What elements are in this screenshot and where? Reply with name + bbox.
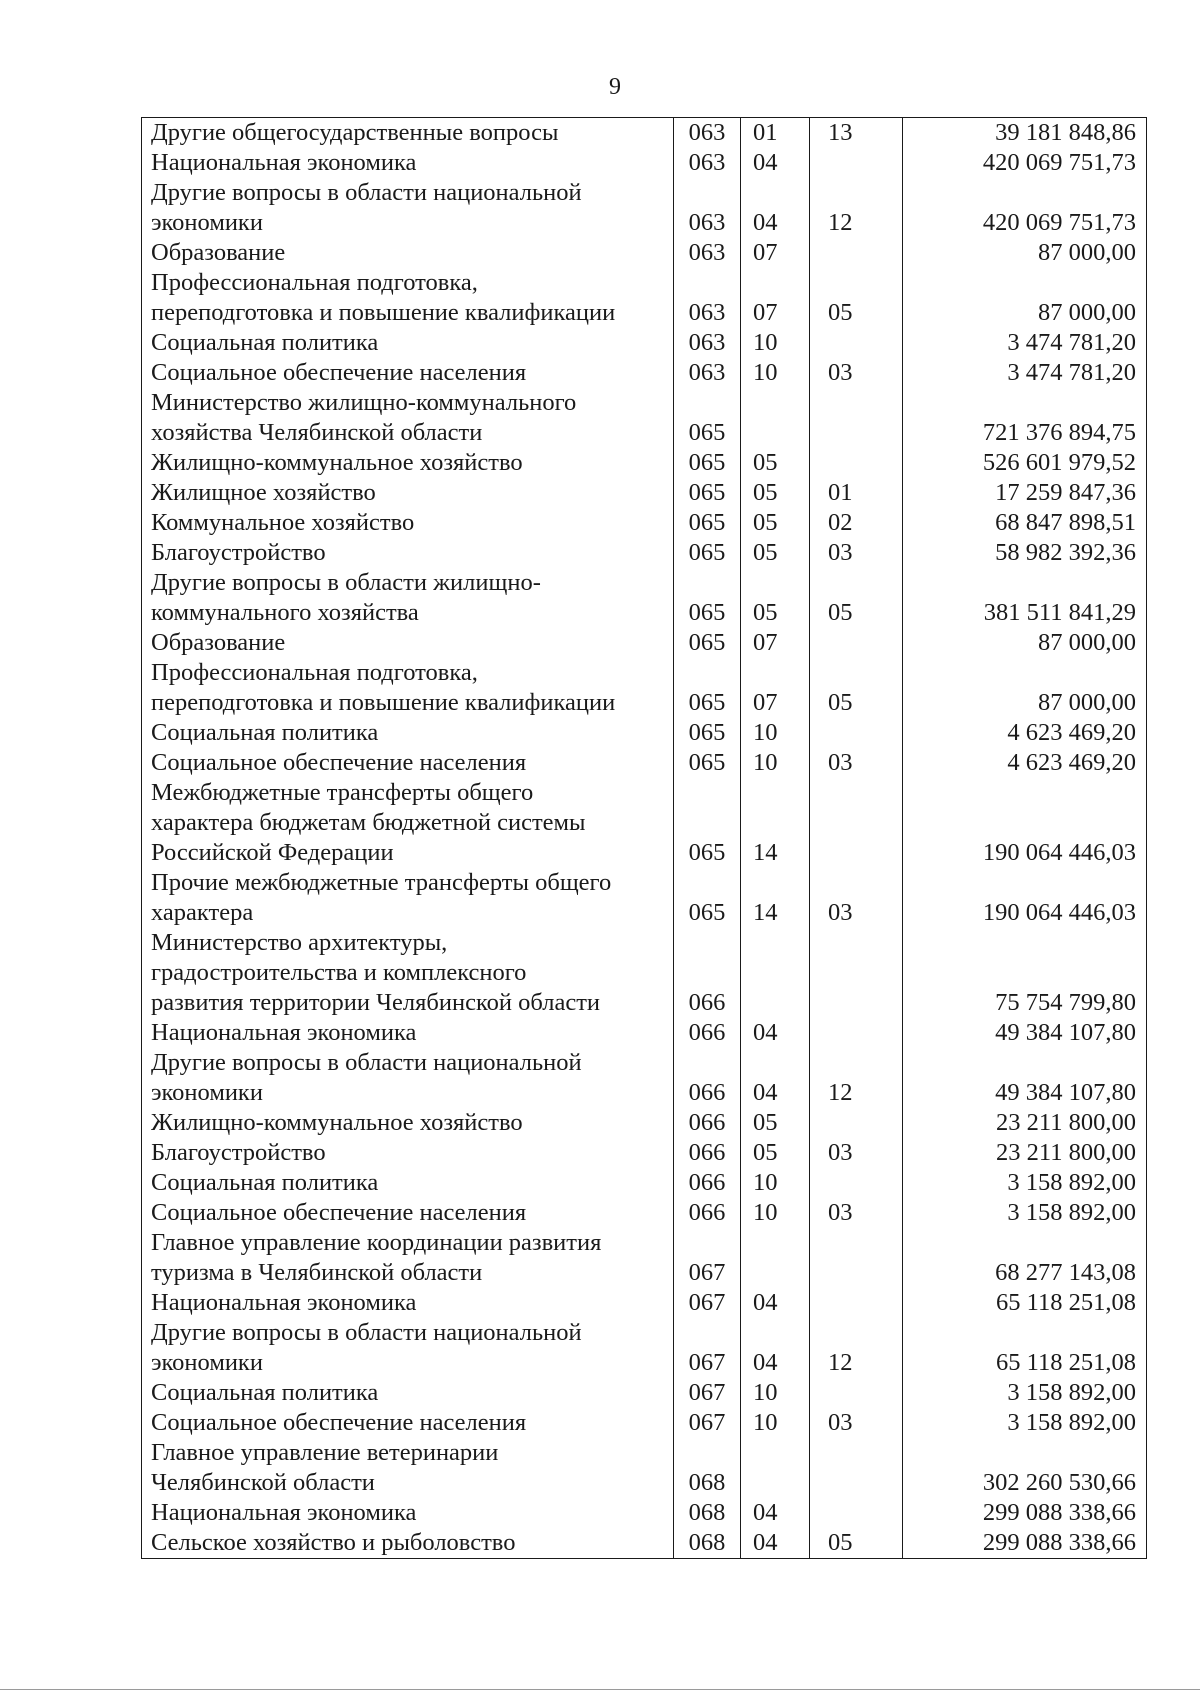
row-ministry-code: 066 xyxy=(674,1108,741,1138)
row-subsection-code: 13 xyxy=(810,118,903,149)
row-subsection-code xyxy=(810,148,903,178)
row-ministry-code: 066 xyxy=(674,1048,741,1108)
item-name-line: Социальная политика xyxy=(151,1169,379,1196)
row-ministry-code: 066 xyxy=(674,928,741,1018)
row-amount: 65 118 251,08 xyxy=(903,1288,1147,1318)
row-ministry-code: 063 xyxy=(674,328,741,358)
item-name-line: экономики xyxy=(151,1349,263,1376)
row-subsection-code: 05 xyxy=(810,658,903,718)
item-name-line: Социальное обеспечение населения xyxy=(151,1409,527,1436)
table-row xyxy=(142,1438,1147,1498)
row-ministry-code: 067 xyxy=(674,1378,741,1408)
row-amount: 190 064 446,03 xyxy=(903,778,1147,868)
row-item-name xyxy=(142,1228,674,1288)
row-subsection-code: 03 xyxy=(810,1198,903,1228)
row-section-code: 05 xyxy=(741,1108,810,1138)
row-section-code: 04 xyxy=(741,1318,810,1378)
table-row xyxy=(142,868,1147,928)
table-row xyxy=(142,508,1147,538)
row-subsection-code: 05 xyxy=(810,1528,903,1559)
table-row xyxy=(142,778,1147,868)
item-name-line: экономики xyxy=(151,209,263,236)
item-name-line: Другие вопросы в области национальной xyxy=(151,179,582,206)
item-name-line: Министерство жилищно-коммунального xyxy=(151,389,577,416)
item-name-line: Социальная политика xyxy=(151,1379,379,1406)
row-item-name xyxy=(142,568,674,628)
row-item-name xyxy=(142,1318,674,1378)
row-ministry-code: 067 xyxy=(674,1288,741,1318)
table-row xyxy=(142,1108,1147,1138)
row-subsection-code: 03 xyxy=(810,1138,903,1168)
row-item-name xyxy=(142,1498,674,1528)
row-amount: 65 118 251,08 xyxy=(903,1318,1147,1378)
row-amount: 68 277 143,08 xyxy=(903,1228,1147,1288)
budget-table xyxy=(141,117,1147,1559)
row-section-code: 10 xyxy=(741,748,810,778)
row-ministry-code: 065 xyxy=(674,868,741,928)
item-name-line: Образование xyxy=(151,239,286,266)
row-section-code: 04 xyxy=(741,178,810,238)
row-section-code: 07 xyxy=(741,628,810,658)
item-name-line: Социальная политика xyxy=(151,719,379,746)
row-section-code xyxy=(741,1438,810,1498)
row-subsection-code xyxy=(810,928,903,1018)
row-item-name xyxy=(142,1138,674,1168)
row-amount: 87 000,00 xyxy=(903,238,1147,268)
row-section-code: 01 xyxy=(741,118,810,149)
item-name-line: Жилищно-коммунальное хозяйство xyxy=(151,449,523,476)
row-item-name xyxy=(142,478,674,508)
row-ministry-code: 066 xyxy=(674,1168,741,1198)
row-ministry-code: 067 xyxy=(674,1318,741,1378)
row-ministry-code: 065 xyxy=(674,778,741,868)
table-row xyxy=(142,1018,1147,1048)
row-ministry-code: 065 xyxy=(674,538,741,568)
row-subsection-code: 02 xyxy=(810,508,903,538)
row-item-name xyxy=(142,1168,674,1198)
row-item-name xyxy=(142,1288,674,1318)
row-section-code: 10 xyxy=(741,1198,810,1228)
table-row xyxy=(142,718,1147,748)
row-ministry-code: 066 xyxy=(674,1198,741,1228)
row-section-code: 04 xyxy=(741,148,810,178)
table-row xyxy=(142,628,1147,658)
row-amount: 3 158 892,00 xyxy=(903,1168,1147,1198)
row-ministry-code: 068 xyxy=(674,1498,741,1528)
row-item-name xyxy=(142,508,674,538)
row-amount: 23 211 800,00 xyxy=(903,1108,1147,1138)
item-name-line: Социальное обеспечение населения xyxy=(151,1199,527,1226)
row-subsection-code xyxy=(810,1168,903,1198)
row-subsection-code: 03 xyxy=(810,868,903,928)
row-item-name xyxy=(142,538,674,568)
row-amount: 302 260 530,66 xyxy=(903,1438,1147,1498)
row-amount: 299 088 338,66 xyxy=(903,1498,1147,1528)
item-name-line: Другие общегосударственные вопросы xyxy=(151,119,559,146)
row-amount: 87 000,00 xyxy=(903,268,1147,328)
row-amount: 381 511 841,29 xyxy=(903,568,1147,628)
row-subsection-code xyxy=(810,1378,903,1408)
item-name-line: Социальное обеспечение населения xyxy=(151,749,527,776)
row-section-code: 04 xyxy=(741,1048,810,1108)
table-row xyxy=(142,538,1147,568)
row-amount: 4 623 469,20 xyxy=(903,748,1147,778)
row-item-name xyxy=(142,928,674,1018)
row-subsection-code xyxy=(810,1498,903,1528)
row-ministry-code: 065 xyxy=(674,568,741,628)
row-subsection-code: 03 xyxy=(810,538,903,568)
item-name-line: Сельское хозяйство и рыболовство xyxy=(151,1529,516,1556)
row-subsection-code xyxy=(810,448,903,478)
item-name-line: Жилищно-коммунальное хозяйство xyxy=(151,1109,523,1136)
row-section-code: 05 xyxy=(741,538,810,568)
item-name-line: коммунального хозяйства xyxy=(151,599,419,626)
item-name-line: Другие вопросы в области национальной xyxy=(151,1049,582,1076)
row-item-name xyxy=(142,1018,674,1048)
page-number: 9 xyxy=(609,74,621,100)
item-name-line: Благоустройство xyxy=(151,539,326,566)
item-name-line: градостроительства и комплексного xyxy=(151,959,527,986)
table-row xyxy=(142,118,1147,149)
table-row xyxy=(142,268,1147,328)
row-item-name xyxy=(142,268,674,328)
row-item-name xyxy=(142,1528,674,1559)
row-subsection-code xyxy=(810,718,903,748)
row-section-code: 05 xyxy=(741,508,810,538)
item-name-line: характера бюджетам бюджетной системы xyxy=(151,809,586,836)
item-name-line: экономики xyxy=(151,1079,263,1106)
row-item-name xyxy=(142,1198,674,1228)
row-amount: 420 069 751,73 xyxy=(903,148,1147,178)
item-name-line: Благоустройство xyxy=(151,1139,326,1166)
row-ministry-code: 063 xyxy=(674,148,741,178)
row-ministry-code: 065 xyxy=(674,718,741,748)
table-row xyxy=(142,1288,1147,1318)
bottom-scan-edge xyxy=(0,1689,1200,1690)
row-item-name xyxy=(142,1408,674,1438)
row-amount: 58 982 392,36 xyxy=(903,538,1147,568)
table-row xyxy=(142,1528,1147,1559)
row-section-code: 14 xyxy=(741,778,810,868)
table-row xyxy=(142,178,1147,238)
row-subsection-code xyxy=(810,1018,903,1048)
row-subsection-code: 12 xyxy=(810,1318,903,1378)
table-row xyxy=(142,1168,1147,1198)
row-subsection-code xyxy=(810,388,903,448)
row-item-name xyxy=(142,178,674,238)
row-item-name xyxy=(142,1378,674,1408)
row-subsection-code xyxy=(810,778,903,868)
row-section-code: 10 xyxy=(741,328,810,358)
row-amount: 87 000,00 xyxy=(903,628,1147,658)
row-subsection-code xyxy=(810,1438,903,1498)
row-subsection-code: 03 xyxy=(810,1408,903,1438)
row-item-name xyxy=(142,628,674,658)
item-name-line: Межбюджетные трансферты общего xyxy=(151,779,534,806)
table-row xyxy=(142,148,1147,178)
row-amount: 526 601 979,52 xyxy=(903,448,1147,478)
row-section-code: 05 xyxy=(741,478,810,508)
item-name-line: Образование xyxy=(151,629,286,656)
row-section-code: 07 xyxy=(741,238,810,268)
row-ministry-code: 065 xyxy=(674,748,741,778)
row-ministry-code: 066 xyxy=(674,1138,741,1168)
table-row xyxy=(142,1228,1147,1288)
table-row xyxy=(142,328,1147,358)
row-subsection-code: 03 xyxy=(810,748,903,778)
row-ministry-code: 066 xyxy=(674,1018,741,1048)
table-row xyxy=(142,1048,1147,1108)
item-name-line: Другие вопросы в области жилищно- xyxy=(151,569,541,596)
row-section-code: 10 xyxy=(741,718,810,748)
row-ministry-code: 065 xyxy=(674,388,741,448)
item-name-line: Профессиональная подготовка, xyxy=(151,659,478,686)
row-item-name xyxy=(142,658,674,718)
row-ministry-code: 065 xyxy=(674,478,741,508)
item-name-line: хозяйства Челябинской области xyxy=(151,419,483,446)
row-amount: 3 158 892,00 xyxy=(903,1378,1147,1408)
row-section-code: 10 xyxy=(741,1378,810,1408)
row-item-name xyxy=(142,778,674,868)
row-amount: 75 754 799,80 xyxy=(903,928,1147,1018)
row-amount: 23 211 800,00 xyxy=(903,1138,1147,1168)
row-subsection-code: 03 xyxy=(810,358,903,388)
row-ministry-code: 063 xyxy=(674,358,741,388)
row-ministry-code: 065 xyxy=(674,448,741,478)
row-item-name xyxy=(142,718,674,748)
row-amount: 49 384 107,80 xyxy=(903,1048,1147,1108)
row-item-name xyxy=(142,1438,674,1498)
row-amount: 3 474 781,20 xyxy=(903,358,1147,388)
row-item-name xyxy=(142,328,674,358)
row-amount: 3 474 781,20 xyxy=(903,328,1147,358)
item-name-line: развития территории Челябинской области xyxy=(151,989,601,1016)
row-item-name xyxy=(142,148,674,178)
item-name-line: Национальная экономика xyxy=(151,149,417,176)
table-row xyxy=(142,238,1147,268)
row-section-code: 04 xyxy=(741,1528,810,1559)
row-ministry-code: 067 xyxy=(674,1408,741,1438)
table-row xyxy=(142,658,1147,718)
row-section-code: 05 xyxy=(741,568,810,628)
row-subsection-code xyxy=(810,238,903,268)
row-section-code: 07 xyxy=(741,268,810,328)
item-name-line: характера xyxy=(151,899,254,926)
row-section-code: 07 xyxy=(741,658,810,718)
item-name-line: Социальная политика xyxy=(151,329,379,356)
row-item-name xyxy=(142,118,674,149)
table-row xyxy=(142,568,1147,628)
table-row xyxy=(142,1378,1147,1408)
item-name-line: Российской Федерации xyxy=(151,839,394,866)
row-section-code: 04 xyxy=(741,1288,810,1318)
row-subsection-code: 12 xyxy=(810,1048,903,1108)
table-row xyxy=(142,478,1147,508)
row-ministry-code: 065 xyxy=(674,658,741,718)
row-item-name xyxy=(142,1048,674,1108)
row-subsection-code: 12 xyxy=(810,178,903,238)
item-name-line: Национальная экономика xyxy=(151,1019,417,1046)
item-name-line: Национальная экономика xyxy=(151,1499,417,1526)
row-amount: 49 384 107,80 xyxy=(903,1018,1147,1048)
item-name-line: Челябинской области xyxy=(151,1469,375,1496)
row-subsection-code xyxy=(810,1228,903,1288)
table-row xyxy=(142,1198,1147,1228)
item-name-line: Профессиональная подготовка, xyxy=(151,269,478,296)
item-name-line: Коммунальное хозяйство xyxy=(151,509,415,536)
row-section-code xyxy=(741,928,810,1018)
row-section-code xyxy=(741,1228,810,1288)
row-ministry-code: 068 xyxy=(674,1528,741,1559)
row-subsection-code: 05 xyxy=(810,268,903,328)
row-amount: 4 623 469,20 xyxy=(903,718,1147,748)
row-amount: 87 000,00 xyxy=(903,658,1147,718)
table-row xyxy=(142,1138,1147,1168)
row-item-name xyxy=(142,868,674,928)
item-name-line: Министерство архитектуры, xyxy=(151,929,448,956)
row-section-code: 04 xyxy=(741,1498,810,1528)
row-amount: 721 376 894,75 xyxy=(903,388,1147,448)
row-item-name xyxy=(142,448,674,478)
item-name-line: Главное управление ветеринарии xyxy=(151,1439,499,1466)
item-name-line: Главное управление координации развития xyxy=(151,1229,602,1256)
item-name-line: Другие вопросы в области национальной xyxy=(151,1319,582,1346)
item-name-line: Социальное обеспечение населения xyxy=(151,359,527,386)
row-subsection-code xyxy=(810,1288,903,1318)
row-item-name xyxy=(142,748,674,778)
item-name-line: туризма в Челябинской области xyxy=(151,1259,483,1286)
row-section-code: 05 xyxy=(741,448,810,478)
item-name-line: Жилищное хозяйство xyxy=(151,479,376,506)
row-section-code: 14 xyxy=(741,868,810,928)
row-amount: 17 259 847,36 xyxy=(903,478,1147,508)
row-ministry-code: 063 xyxy=(674,238,741,268)
row-section-code: 10 xyxy=(741,1408,810,1438)
table-row xyxy=(142,928,1147,1018)
row-section-code: 10 xyxy=(741,358,810,388)
row-subsection-code: 05 xyxy=(810,568,903,628)
row-ministry-code: 063 xyxy=(674,268,741,328)
table-row xyxy=(142,748,1147,778)
row-amount: 39 181 848,86 xyxy=(903,118,1147,149)
row-section-code: 04 xyxy=(741,1018,810,1048)
row-subsection-code xyxy=(810,628,903,658)
row-ministry-code: 065 xyxy=(674,508,741,538)
row-item-name xyxy=(142,388,674,448)
item-name-line: переподготовка и повышение квалификации xyxy=(151,689,616,716)
item-name-line: переподготовка и повышение квалификации xyxy=(151,299,616,326)
row-amount: 3 158 892,00 xyxy=(903,1408,1147,1438)
row-item-name xyxy=(142,238,674,268)
table-row xyxy=(142,1408,1147,1438)
item-name-line: Национальная экономика xyxy=(151,1289,417,1316)
item-name-line: Прочие межбюджетные трансферты общего xyxy=(151,869,612,896)
budget-table-body xyxy=(142,118,1147,1559)
row-ministry-code: 063 xyxy=(674,118,741,149)
row-subsection-code xyxy=(810,328,903,358)
row-amount: 3 158 892,00 xyxy=(903,1198,1147,1228)
row-ministry-code: 063 xyxy=(674,178,741,238)
table-row xyxy=(142,448,1147,478)
table-row xyxy=(142,1318,1147,1378)
row-section-code xyxy=(741,388,810,448)
row-subsection-code xyxy=(810,1108,903,1138)
row-section-code: 05 xyxy=(741,1138,810,1168)
row-subsection-code: 01 xyxy=(810,478,903,508)
table-row xyxy=(142,388,1147,448)
row-ministry-code: 068 xyxy=(674,1438,741,1498)
budget-table-container xyxy=(141,117,1136,1559)
row-item-name xyxy=(142,1108,674,1138)
row-ministry-code: 067 xyxy=(674,1228,741,1288)
row-ministry-code: 065 xyxy=(674,628,741,658)
row-amount: 68 847 898,51 xyxy=(903,508,1147,538)
row-item-name xyxy=(142,358,674,388)
row-amount: 299 088 338,66 xyxy=(903,1528,1147,1559)
table-row xyxy=(142,358,1147,388)
table-row xyxy=(142,1498,1147,1528)
row-amount: 420 069 751,73 xyxy=(903,178,1147,238)
row-section-code: 10 xyxy=(741,1168,810,1198)
row-amount: 190 064 446,03 xyxy=(903,868,1147,928)
